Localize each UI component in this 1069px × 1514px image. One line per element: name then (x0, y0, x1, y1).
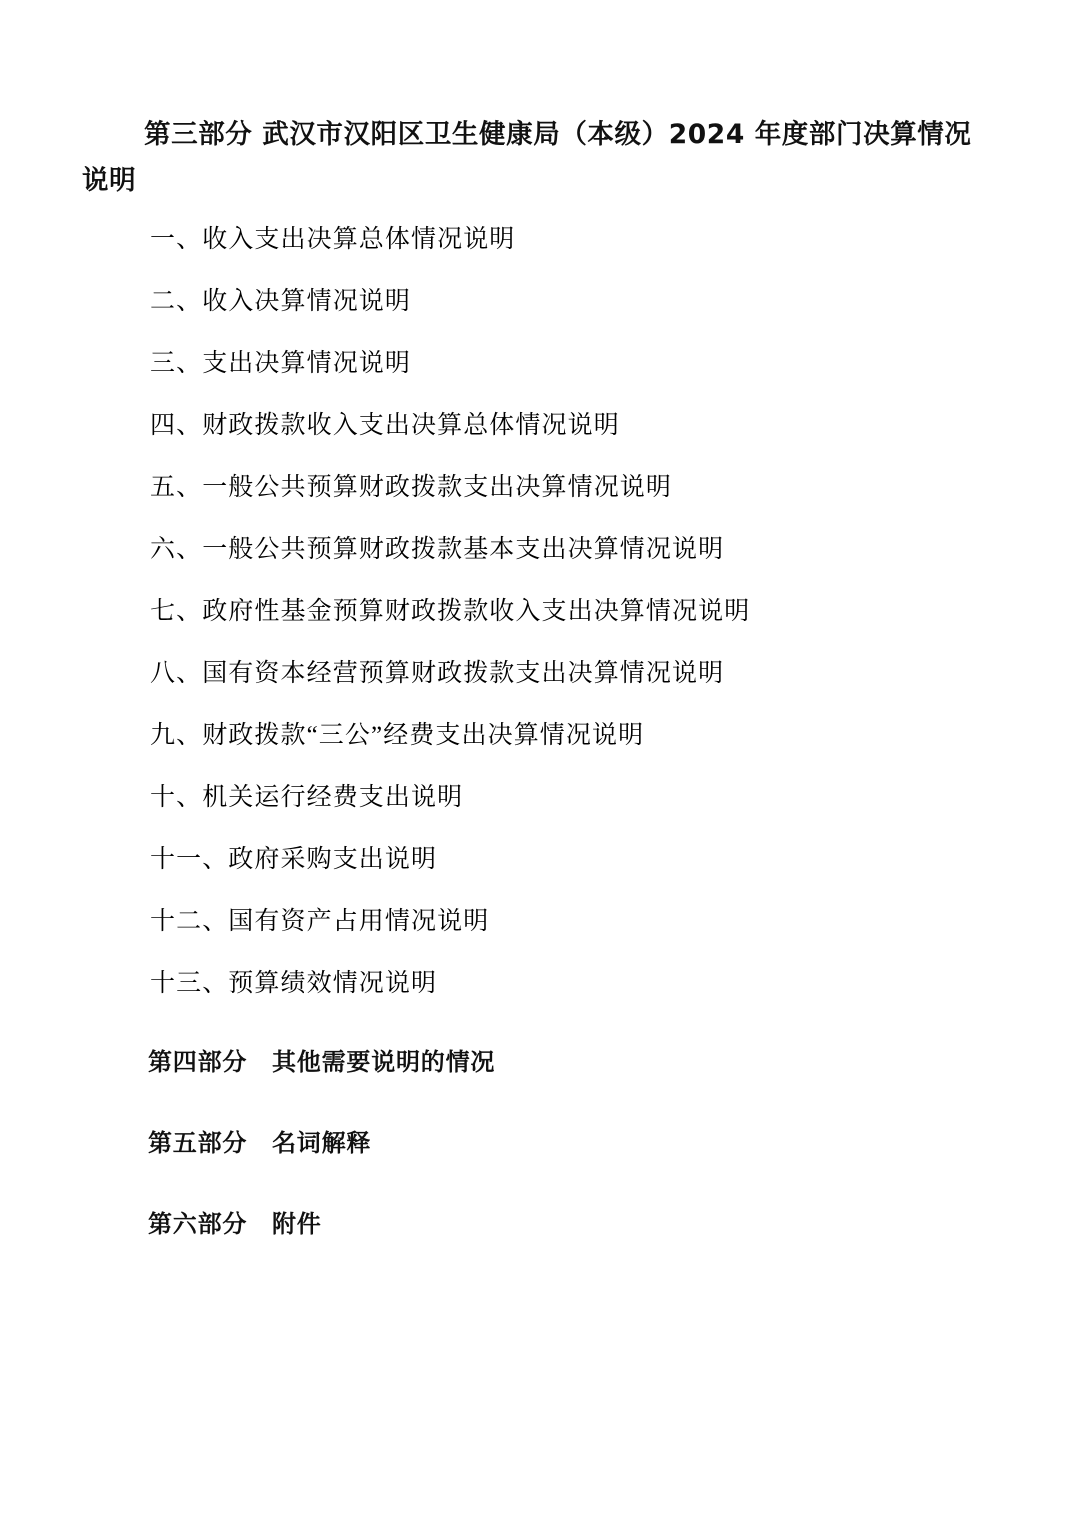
list-item[interactable]: 五、一般公共预算财政拨款支出决算情况说明 (150, 474, 673, 502)
list-item[interactable]: 十一、政府采购支出说明 (150, 846, 438, 874)
list-item[interactable]: 六、一般公共预算财政拨款基本支出决算情况说明 (150, 536, 725, 564)
list-item[interactable]: 四、财政拨款收入支出决算总体情况说明 (150, 412, 620, 440)
list-item[interactable]: 十、机关运行经费支出说明 (150, 784, 464, 812)
section-heading-part-six[interactable]: 第六部分 附件 (148, 1210, 322, 1239)
list-item[interactable]: 八、国有资本经营预算财政拨款支出决算情况说明 (150, 660, 725, 688)
list-item[interactable]: 九、财政拨款“三公”经费支出决算情况说明 (150, 722, 645, 750)
list-item[interactable]: 十二、国有资产占用情况说明 (150, 908, 490, 936)
section-heading-part-four[interactable]: 第四部分 其他需要说明的情况 (148, 1048, 496, 1077)
section-heading-part-five[interactable]: 第五部分 名词解释 (148, 1129, 372, 1158)
list-item[interactable]: 二、收入决算情况说明 (150, 288, 412, 316)
list-item[interactable]: 七、政府性基金预算财政拨款收入支出决算情况说明 (150, 598, 751, 626)
list-item[interactable]: 一、收入支出决算总体情况说明 (150, 226, 516, 254)
table-of-contents (82, 227, 979, 996)
page-title: 第三部分 武汉市汉阳区卫生健康局（本级）2024 年度部门决算情况说明 (82, 119, 972, 196)
list-item[interactable]: 三、支出决算情况说明 (150, 350, 412, 378)
list-item[interactable]: 十三、预算绩效情况说明 (150, 970, 438, 998)
